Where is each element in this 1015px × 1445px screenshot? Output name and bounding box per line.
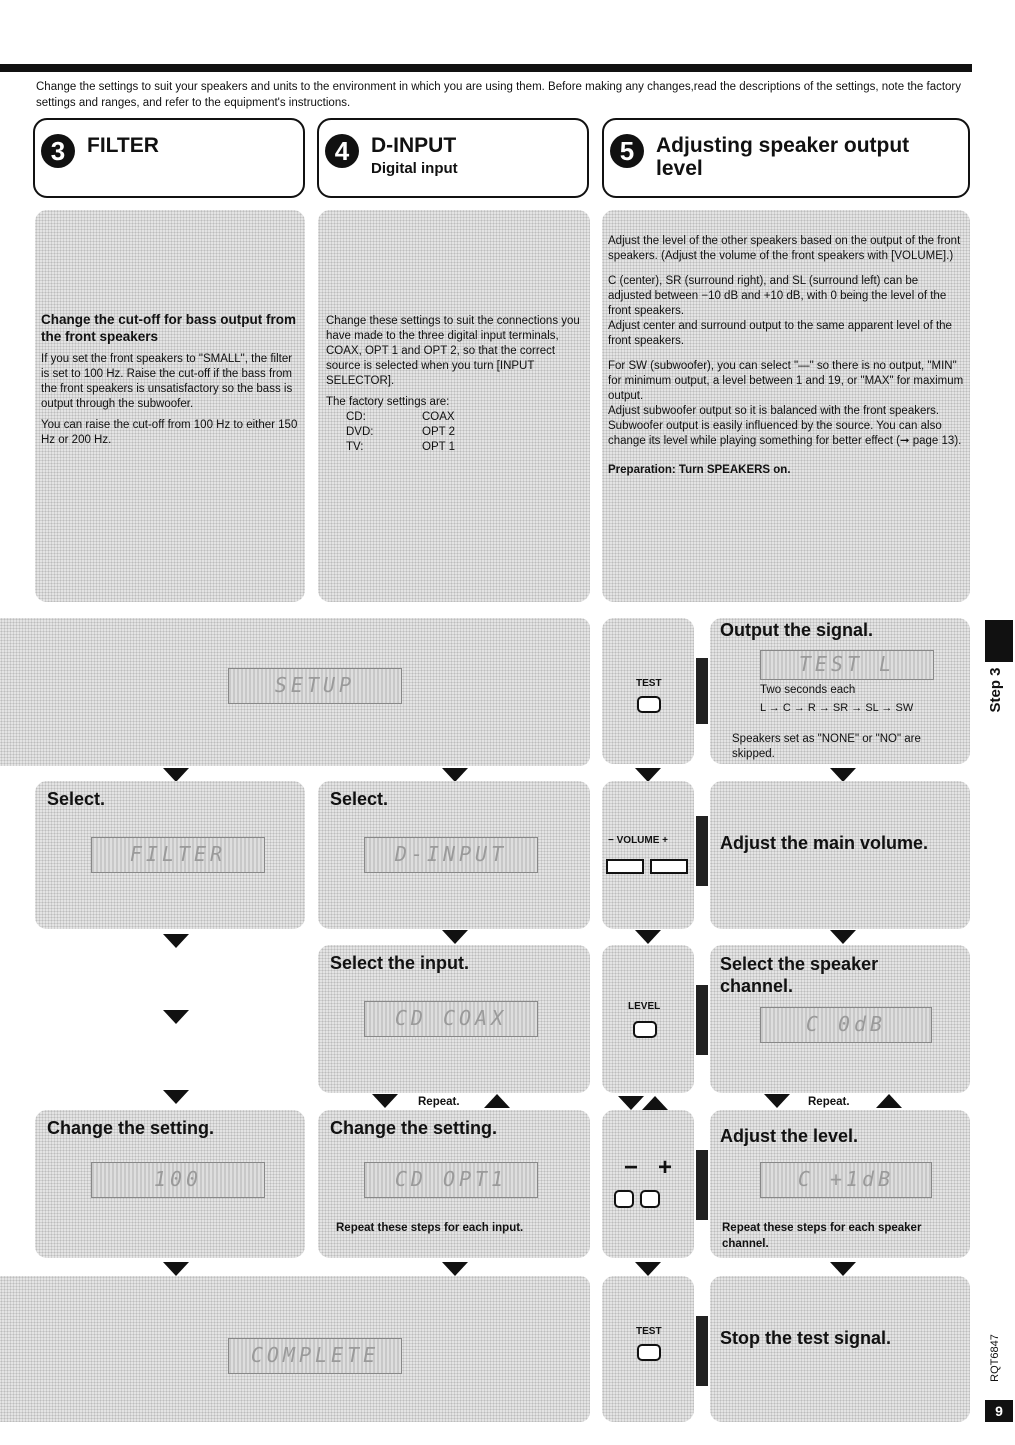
factory-row: TV: OPT 1 (346, 441, 456, 453)
intro-text: Change the settings to suit your speakers and units to the environment in which you are using them. Before making any changes,read the descriptions of the settings, note the factory settings and ranges, and refer to the equipment's instructions. (36, 81, 962, 109)
divider-bar (696, 1150, 708, 1220)
button-label: LEVEL (628, 1001, 661, 1012)
repeat-speaker-note: Repeat these steps for each speaker channel. (722, 1222, 922, 1250)
repeat-label: Repeat. (418, 1096, 460, 1108)
filter-p2: You can raise the cut-off from 100 Hz to either 150 Hz or 200 Hz. (41, 419, 298, 446)
arrow-down-icon (764, 1094, 790, 1108)
level-button-panel (602, 945, 694, 1093)
arrow-down-icon (442, 768, 468, 782)
arrow-down-icon (163, 1010, 189, 1024)
dinput-select-panel (318, 781, 590, 929)
plus-label: + (658, 1154, 673, 1181)
display-input-value: CD OPT1 (364, 1162, 538, 1198)
step-label: Select the input. (330, 953, 470, 973)
step-label: Select. (47, 789, 106, 809)
skipped-note: Speakers set as "NONE" or "NO" are skipped. (732, 733, 921, 760)
stop-signal-panel (710, 1276, 970, 1422)
step-label: Output the signal. (720, 620, 873, 640)
step-label: Change the setting. (330, 1118, 498, 1138)
test-stop-button-panel (602, 1276, 694, 1422)
arrow-down-icon (635, 768, 661, 782)
display-level: C +1dB (760, 1162, 932, 1198)
arrow-down-icon (163, 934, 189, 948)
step-label: Select. (330, 789, 389, 809)
step-label: Select the speaker channel. (720, 954, 879, 996)
level-minus-button[interactable] (614, 1190, 634, 1208)
arrow-down-icon (442, 930, 468, 944)
arrow-down-icon (163, 1090, 189, 1104)
factory-row: DVD: OPT 2 (346, 426, 456, 438)
arrow-down-icon (618, 1096, 644, 1110)
test-button[interactable] (637, 696, 661, 713)
arrow-down-icon (830, 1262, 856, 1276)
test-button-panel (602, 618, 694, 764)
button-label: TEST (636, 678, 662, 689)
filter-heading: Change the cut-off for bass output from the front speakers (41, 312, 296, 344)
factory-row: CD: COAX (346, 411, 455, 423)
display-cd-coax: CD COAX (364, 1001, 538, 1037)
speaker-header (602, 118, 970, 198)
speaker-p5: Adjust subwoofer output so it is balanced with the front speakers. Subwoofer output is easily influenced by the source. You can also change its level while playing something for better effect (➞ page 13). (608, 405, 962, 447)
dinput-change-panel (318, 1110, 590, 1258)
arrow-down-icon (163, 768, 189, 782)
dinput-p1: Change these settings to suit the connections you have made to the three digital input terminals, COAX, OPT 1 and OPT 2, so that the correct source is selected when you turn [INPUT SELECTOR]. (326, 315, 580, 387)
filter-description (35, 210, 305, 602)
arrow-down-icon (830, 768, 856, 782)
arrow-up-icon (484, 1094, 510, 1108)
page-number: 9 (985, 1400, 1013, 1422)
volume-down-button[interactable] (606, 859, 644, 874)
main-volume-panel (710, 781, 970, 929)
display-complete: COMPLETE (228, 1338, 402, 1374)
volume-up-button[interactable] (650, 859, 688, 874)
adjust-buttons-panel (602, 1110, 694, 1258)
divider-bar (696, 658, 708, 724)
repeat-input-note: Repeat these steps for each input. (336, 1222, 524, 1234)
arrow-down-icon (830, 930, 856, 944)
speaker-p3: Adjust center and surround output to the same apparent level of the front speakers. (608, 320, 952, 347)
filter-p1: If you set the front speakers to "SMALL", the filter is set to 100 Hz. Raise the cut-off if the bass from the front speakers is unsatisfactory so the bass is output through the subwoofer. (41, 353, 293, 410)
divider-bar (696, 816, 708, 886)
level-plus-button[interactable] (640, 1190, 660, 1208)
step-tab-label: Step 3 (987, 667, 1004, 713)
arrow-down-icon (163, 1262, 189, 1276)
test-stop-button[interactable] (637, 1344, 661, 1361)
display-filter: FILTER (91, 837, 265, 873)
divider-bar (696, 1316, 708, 1386)
speaker-p2: C (center), SR (surround right), and SL (surround left) can be adjusted between −10 dB and +10 dB, with 0 being the level of the front speakers. (608, 275, 947, 317)
arrow-down-icon (442, 1262, 468, 1276)
section-title: FILTER (87, 134, 159, 157)
divider-bar (696, 985, 708, 1055)
section-subtitle: Digital input (371, 160, 458, 177)
button-label: − VOLUME + (608, 835, 669, 846)
arrow-down-icon (635, 930, 661, 944)
step-label: Stop the test signal. (720, 1328, 892, 1348)
select-input-panel (318, 945, 590, 1093)
speaker-p1: Adjust the level of the other speakers based on the output of the front speakers. (Adjust the volume of the front speakers with [VOLUME].) (608, 235, 961, 262)
top-rule (0, 64, 972, 72)
filter-select-panel (35, 781, 305, 929)
arrow-up-icon (876, 1094, 902, 1108)
section-number: 4 (325, 134, 359, 168)
filter-change-panel (35, 1110, 305, 1258)
setup-panel (0, 618, 590, 766)
section-number: 3 (41, 134, 75, 168)
display-filter-value: 100 (91, 1162, 265, 1198)
two-seconds-note: Two seconds each (760, 684, 856, 696)
repeat-label: Repeat. (808, 1096, 850, 1108)
factory-label: The factory settings are: (326, 396, 450, 408)
arrow-up-icon (642, 1096, 668, 1110)
speaker-p4: For SW (subwoofer), you can select "—" so there is no output, "MIN" for minimum output, a level between 1 and 19, or "MAX" for maximum output. (608, 360, 964, 402)
speaker-channel-panel (710, 945, 970, 1093)
level-button[interactable] (633, 1021, 657, 1038)
volume-button-panel (602, 781, 694, 929)
section-title: D-INPUT (371, 134, 457, 157)
output-signal-panel (710, 618, 970, 764)
arrow-down-icon (635, 1262, 661, 1276)
document-code: RQT6847 (989, 1334, 1001, 1382)
dinput-header (317, 118, 589, 198)
display-dinput: D-INPUT (364, 837, 538, 873)
speaker-description (602, 210, 970, 602)
adjust-level-panel (710, 1110, 970, 1258)
section-number: 5 (610, 134, 644, 168)
step-label: Adjust the level. (720, 1126, 859, 1146)
button-label: TEST (636, 1326, 662, 1337)
section-title: Adjusting speaker output level (656, 134, 910, 180)
dinput-description (318, 210, 590, 602)
arrow-down-icon (372, 1094, 398, 1108)
complete-panel (0, 1276, 590, 1422)
minus-label: − (624, 1154, 639, 1181)
step-label: Adjust the main volume. (720, 833, 929, 853)
display-test: TEST L (760, 650, 934, 680)
filter-header (33, 118, 305, 198)
step-label: Change the setting. (47, 1118, 215, 1138)
preparation-note: Preparation: Turn SPEAKERS on. (608, 464, 791, 476)
display-channel: C 0dB (760, 1007, 932, 1043)
display-setup: SETUP (228, 668, 402, 704)
speaker-sequence: L → C → R → SR → SL → SW (760, 702, 914, 714)
